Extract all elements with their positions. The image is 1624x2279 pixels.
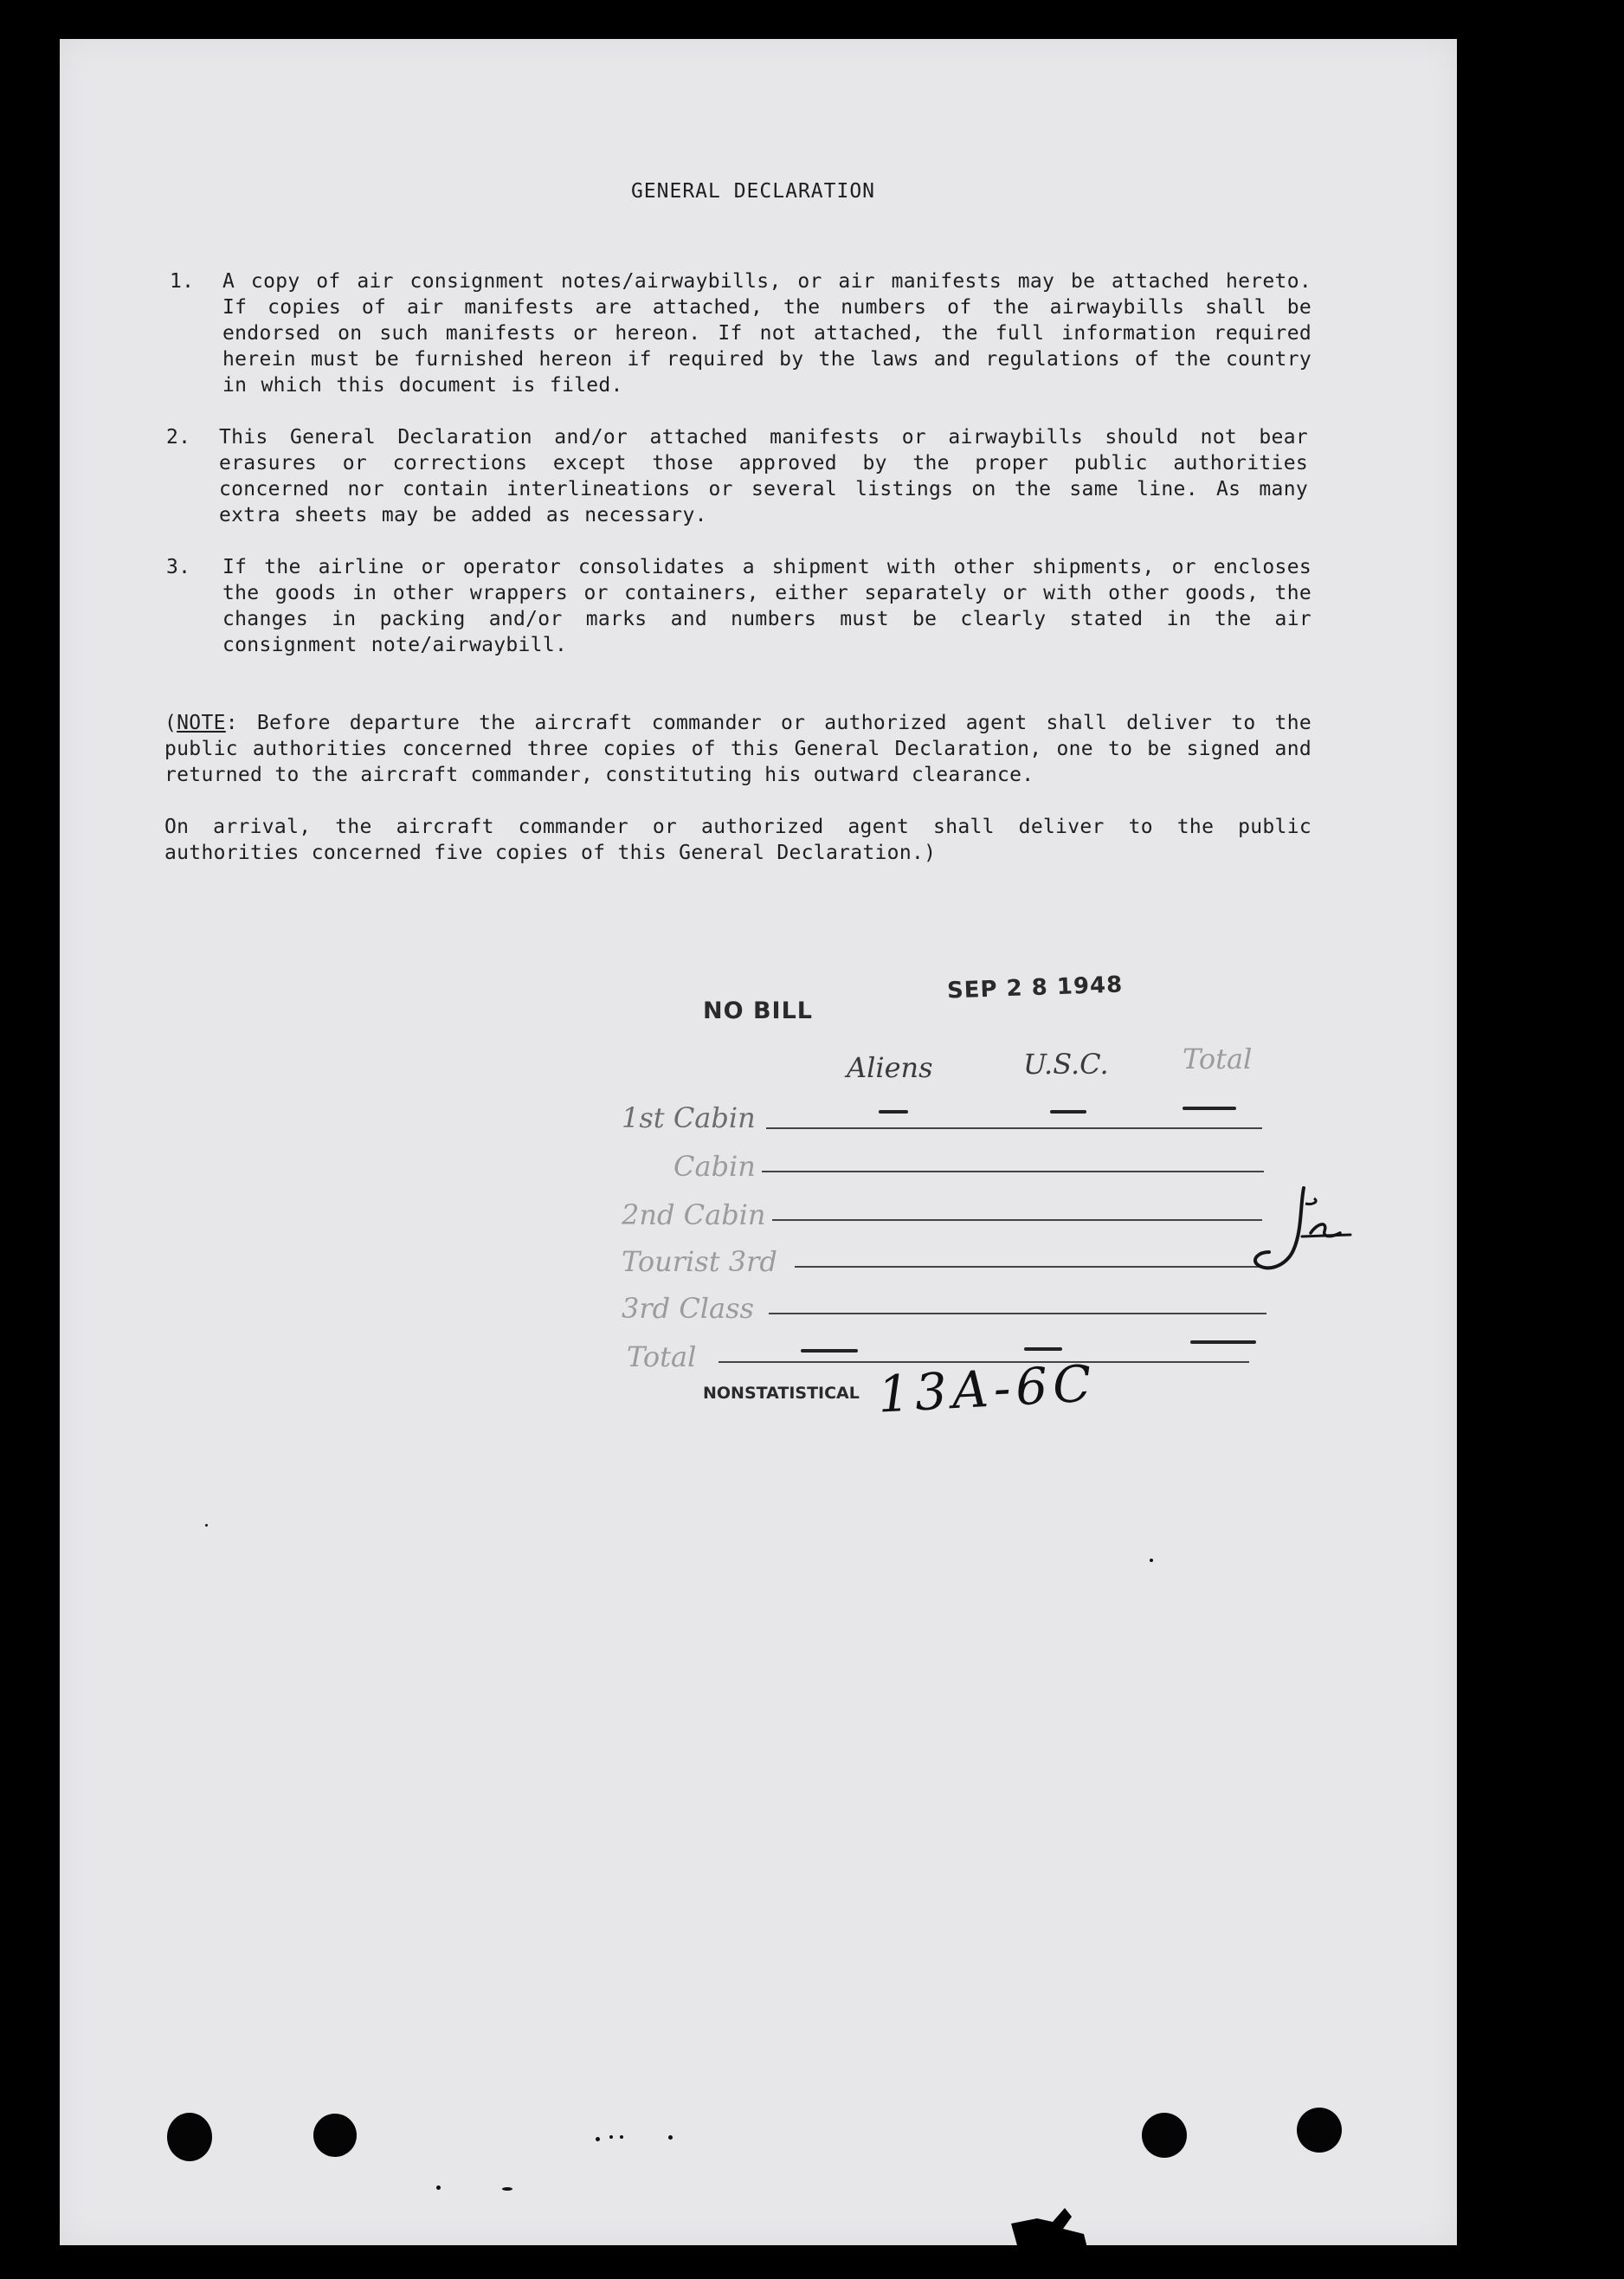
row-label-3rd-class: 3rd Class [622, 1292, 754, 1325]
row-label-2nd-cabin: 2nd Cabin [622, 1198, 766, 1231]
document-title: GENERAL DECLARATION [630, 180, 876, 203]
note-open-paren: ( [164, 712, 177, 734]
handwritten-code: 13A-6C [876, 1353, 1099, 1424]
note-paragraph [164, 710, 1311, 788]
note-text: : Before departure the aircraft commander or authorized agent shall deliver to the public authorities concerned three copies of this General Declaration, one to be signed and returned to the aircraft commander, constituting his outward clearance. [164, 712, 1311, 786]
item-number-2: 2. [166, 426, 191, 449]
item-number-3: 3. [166, 556, 191, 578]
punch-hole-1 [167, 2113, 212, 2161]
paper-speck [620, 2135, 623, 2139]
column-total: Total [1183, 1043, 1253, 1075]
nonstatistical-stamp: NONSTATISTICAL [703, 1384, 860, 1403]
paper-speck [205, 1524, 208, 1527]
entry-total-total [1190, 1340, 1256, 1344]
entry-1st-cabin-usc [1050, 1110, 1086, 1114]
column-aliens: Aliens [847, 1051, 933, 1084]
paper-speck [1150, 1559, 1153, 1562]
row-line-cabin [762, 1171, 1264, 1172]
item-text-1: A copy of air consignment notes/airwaybills, or air manifests may be attached hereto. If copies of air manifests are attached, the numbers of the airwaybills shall be endorsed on such manifests or hereon. If not attached, the full information required herein must be furnished hereon if required by the laws and regulations of the country in which this document is filed. [222, 270, 1311, 397]
item-text-2: This General Declaration and/or attached manifests or airwaybills should not bear erasures or corrections except those approved by the proper public authorities concerned nor contain interlineations or several listings on the same line. As many extra sheets may be added as necessary. [219, 426, 1308, 526]
entry-total-aliens [801, 1349, 858, 1353]
note-label: NOTE [177, 712, 226, 734]
initials-signature [1250, 1179, 1354, 1287]
row-label-total: Total [627, 1340, 697, 1373]
row-label-cabin: Cabin [673, 1150, 756, 1183]
date-stamp: SEP 2 8 1948 [946, 972, 1124, 1004]
paper-speck [596, 2137, 600, 2141]
punch-hole-2 [313, 2114, 357, 2157]
column-usc: U.S.C. [1023, 1048, 1109, 1081]
entry-1st-cabin-aliens [879, 1110, 908, 1114]
row-label-1st-cabin: 1st Cabin [622, 1101, 756, 1134]
row-label-tourist-3rd: Tourist 3rd [622, 1245, 777, 1278]
paper-speck [436, 2185, 441, 2190]
paper-speck [609, 2135, 613, 2139]
item-number-1: 1. [170, 270, 195, 293]
punch-hole-3 [1142, 2113, 1187, 2158]
paper-speck [502, 2187, 512, 2191]
row-line-tourist-3rd [795, 1266, 1262, 1268]
row-line-2nd-cabin [772, 1219, 1262, 1221]
page-tear-mark [1011, 2203, 1089, 2258]
entry-1st-cabin-total [1183, 1107, 1236, 1110]
paper-speck [668, 2135, 673, 2140]
row-line-3rd-class [769, 1313, 1266, 1314]
row-line-1st-cabin [766, 1127, 1262, 1129]
punch-hole-4 [1297, 2108, 1342, 2153]
item-text-3: If the airline or operator consolidates a shipment with other shipments, or encloses the goods in other wrappers or containers, either separately or with other goods, the changes in packing and/or marks and numbers must be clearly stated in the air consignment note/airwaybill. [222, 556, 1311, 656]
entry-total-usc [1024, 1347, 1062, 1351]
arrival-paragraph: On arrival, the aircraft commander or authorized agent shall deliver to the public authorities concerned five copies of this General Declaration.) [164, 816, 1311, 864]
no-bill-stamp: NO BILL [703, 997, 813, 1024]
